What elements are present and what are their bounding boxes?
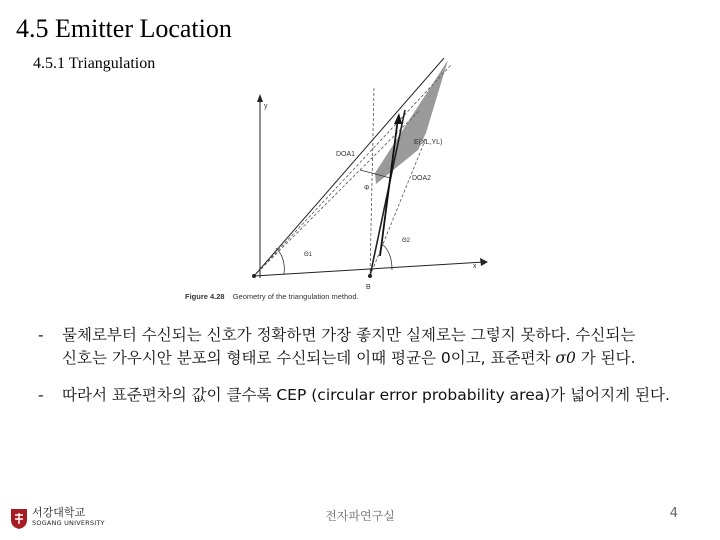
doa1-line	[254, 58, 444, 276]
theta2-arc	[382, 244, 392, 270]
footer-lab-name: 전자파연구실	[325, 509, 395, 523]
logo-subtext: SOGANG UNIVERSITY	[32, 519, 105, 527]
figure-caption	[185, 292, 359, 301]
figure-caption-label: Figure 4.28	[185, 292, 225, 301]
x-axis-label: x	[473, 263, 477, 270]
sensor-2-marker	[368, 274, 372, 278]
y-axis-label: y	[264, 103, 268, 110]
emitter-label: E(XL,YL)	[414, 139, 443, 146]
slide-title: 4.5 Emitter Location	[16, 14, 232, 43]
emitter-arrow	[380, 118, 398, 256]
phi-label: Φ	[364, 185, 370, 192]
bullet-list	[38, 324, 698, 421]
x-axis-arrow	[480, 258, 488, 266]
sensor-1-marker	[252, 274, 256, 278]
slide-subtitle: 4.5.1 Triangulation	[33, 55, 156, 72]
y-axis-arrow	[257, 94, 263, 102]
bullet-item	[38, 384, 698, 407]
doa1-dashed-lower	[254, 64, 452, 276]
bullet-1-line-2	[62, 347, 698, 370]
figure-caption-text: Geometry of the triangulation method.	[232, 292, 359, 301]
baseline-label: B	[366, 284, 371, 291]
theta1-label: Θ1	[304, 252, 313, 258]
triangulation-diagram	[180, 58, 500, 304]
cep-shaded-region	[375, 60, 448, 184]
bullet-1-line-2-text: 신호는 가우시안 분포의 형태로 수신되는데 이때 평균은 0이고, 표준편차	[62, 349, 551, 367]
logo-name: 서강대학교	[32, 506, 86, 519]
sigma-symbol: σ0	[555, 349, 576, 367]
bullet-2-line-1: 따라서 표준편차의 값이 클수록 CEP (circular error probability area)가 넓어지게 된다.	[62, 386, 670, 404]
theta2-label: Θ2	[402, 238, 411, 244]
bullet-dash: -	[38, 326, 44, 344]
bullet-dash: -	[38, 386, 44, 404]
doa1-label: DOA1	[336, 151, 356, 158]
bullet-item	[38, 324, 698, 370]
x-axis	[254, 262, 484, 276]
triangulation-figure	[180, 58, 500, 304]
doa2-dashed-left	[370, 88, 374, 276]
doa2-label: DOA2	[412, 175, 432, 182]
bullet-1-tail: 가 된다.	[580, 349, 636, 367]
page-number: 4	[669, 506, 678, 521]
bullet-1-line-1: 물체로부터 수신되는 신호가 정확하면 가장 좋지만 실제로는 그렇지 못하다. 수신되는	[62, 326, 636, 344]
theta1-arc	[276, 248, 284, 274]
